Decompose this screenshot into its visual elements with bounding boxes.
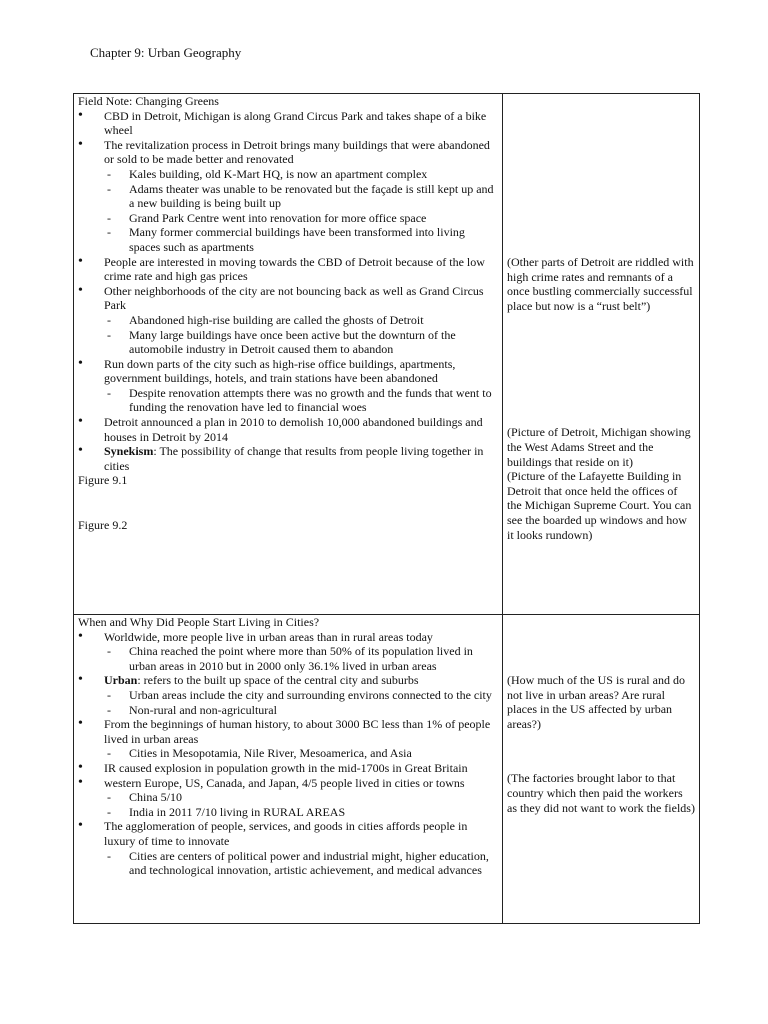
sub-item: - Adams theater was unable to be renovated but the façade is still kept up and a new building is being built up (104, 182, 498, 211)
bullet-list (78, 630, 498, 878)
table-row (74, 615, 700, 924)
bullet-item (78, 357, 498, 415)
bullet-list (78, 109, 498, 474)
sub-item: - Grand Park Centre went into renovation for more office space (104, 211, 498, 226)
bullet-item (78, 717, 498, 761)
bullet-text: From the beginnings of human history, to about 3000 BC less than 1% of people lived in urban areas (104, 717, 491, 746)
side-note: (Picture of Detroit, Michigan showing the West Adams Street and the buildings that reside on it) (507, 425, 691, 469)
bullet-text: The revitalization process in Detroit brings many buildings that were abandoned or sold to be made better and renovated (104, 137, 490, 167)
sub-list (104, 790, 498, 819)
page-title: Chapter 9: Urban Geography (90, 45, 242, 60)
bullet-item: • Detroit announced a plan in 2010 to demolish 10,000 abandoned buildings and houses in Detroit by 2014 (78, 415, 498, 444)
sub-list (104, 167, 498, 255)
definition: : refers to the built up space of the central city and suburbs (137, 673, 419, 688)
sub-item: - China reached the point where more than 50% of its population lived in urban areas in 2010 but in 2000 only 36.1% lived in urban areas (104, 644, 498, 673)
sub-item: - China 5/10 (104, 790, 498, 805)
sub-item: - Many former commercial buildings have been transformed into living spaces such as apartments (104, 225, 498, 254)
figure-label: Figure 9.1 (78, 473, 128, 488)
bullet-item (78, 138, 498, 255)
sub-item: - Kales building, old K-Mart HQ, is now an apartment complex (104, 167, 498, 182)
section-title: Field Note: Changing Greens (78, 94, 219, 108)
notes-column (74, 94, 503, 615)
term: Synekism (104, 444, 154, 459)
sub-item: - Despite renovation attempts there was no growth and the funds that went to funding the renovation have led to financial woes (104, 386, 498, 415)
bullet-text: western Europe, US, Canada, and Japan, 4/5 people lived in cities or towns (104, 775, 465, 790)
notes-column (74, 615, 503, 924)
side-note: (The factories brought labor to that country which then paid the workers as they did not want to work the fields) (507, 771, 695, 815)
side-notes-column (503, 615, 700, 924)
sub-item: - Non-rural and non-agricultural (104, 703, 498, 718)
bullet-item (78, 284, 498, 357)
sub-list (104, 688, 498, 717)
sub-item: - Urban areas include the city and surrounding environs connected to the city (104, 688, 498, 703)
sub-list (104, 313, 498, 357)
sub-list (104, 386, 498, 415)
bullet-text: Worldwide, more people live in urban areas than in rural areas today (104, 629, 433, 644)
sub-item: - Abandoned high-rise building are called the ghosts of Detroit (104, 313, 498, 328)
bullet-item (78, 819, 498, 877)
side-note: (Picture of the Lafayette Building in Detroit that once held the offices of the Michigan Supreme Court. You can see the boarded up windows and how it looks rundown) (507, 469, 692, 542)
definition: : The possibility of change that results from people living together in cities (104, 444, 484, 473)
bullet-item (78, 444, 498, 473)
sub-item: - Many large buildings have once been active but the downturn of the automobile industry in Detroit caused them to abandon (104, 328, 498, 357)
sub-item: - Cities are centers of political power and industrial might, higher education, and technological innovation, artistic achievement, and medical advances (104, 849, 498, 878)
table-row (74, 94, 700, 615)
bullet-text: Run down parts of the city such as high-rise office buildings, apartments, government buildings, hotels, and train stations have been abandoned (104, 356, 456, 386)
bullet-item: • IR caused explosion in population growth in the mid-1700s in Great Britain (78, 761, 498, 776)
bullet-item (78, 673, 498, 717)
sub-item: - India in 2011 7/10 living in RURAL AREAS (104, 805, 498, 820)
sub-item: - Cities in Mesopotamia, Nile River, Mesoamerica, and Asia (104, 746, 498, 761)
bullet-item (78, 776, 498, 820)
section-title: When and Why Did People Start Living in Cities? (78, 615, 320, 629)
side-notes-column (503, 94, 700, 615)
bullet-text: The agglomeration of people, services, and goods in cities affords people in luxury of time to innovate (104, 819, 468, 848)
bullet-item (78, 630, 498, 674)
term: Urban (104, 673, 138, 688)
notes-table (73, 93, 700, 924)
figure-label: Figure 9.2 (78, 518, 128, 533)
side-note: (How much of the US is rural and do not live in urban areas? Are rural places in the US affected by urban areas?) (507, 673, 685, 731)
sub-list (104, 746, 498, 761)
sub-list (104, 644, 498, 673)
sub-list (104, 849, 498, 878)
bullet-text: Other neighborhoods of the city are not bouncing back as well as Grand Circus Park (104, 283, 484, 313)
side-note: (Other parts of Detroit are riddled with high crime rates and remnants of a once bustling commercially successful place but now is a “rust belt”) (507, 255, 694, 313)
bullet-item: • People are interested in moving towards the CBD of Detroit because of the low crime rate and high gas prices (78, 255, 498, 284)
bullet-item: • CBD in Detroit, Michigan is along Grand Circus Park and takes shape of a bike wheel (78, 109, 498, 138)
